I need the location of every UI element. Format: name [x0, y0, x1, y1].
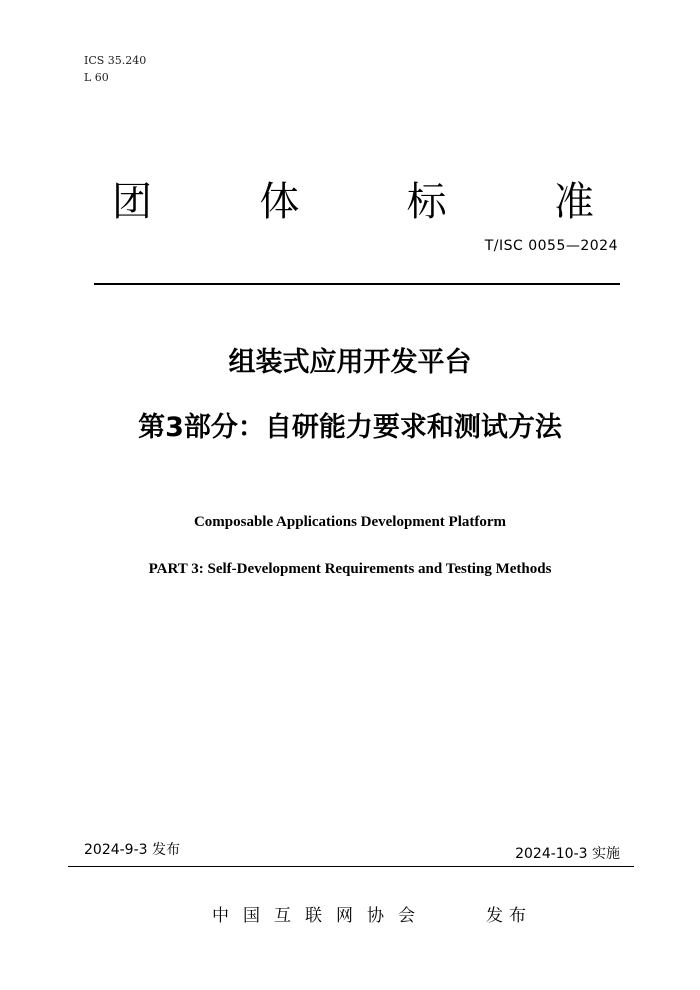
title-en-line1: Composable Applications Development Platform	[193, 514, 507, 530]
standard-type-heading	[110, 170, 596, 227]
issuer-name: 中国互联网协会	[212, 906, 429, 926]
standard-number: T/ISC 0055—2024	[484, 238, 618, 254]
publish-date: 2024-9-3 发布	[84, 842, 180, 858]
classification-codes	[84, 52, 146, 86]
ics-code: ICS 35.240	[84, 54, 147, 67]
implement-date: 2024-10-3 实施	[515, 846, 620, 862]
ccs-code: L 60	[84, 71, 109, 84]
standard-type-char: 标	[406, 179, 447, 225]
title-cn-line1: 组装式应用开发平台	[228, 347, 472, 378]
footer-divider	[68, 866, 634, 867]
standard-type-char: 准	[553, 179, 594, 225]
header-divider	[94, 283, 620, 285]
title-en-line2: PART 3: Self-Development Requirements and Testing Methods	[148, 561, 552, 577]
issue-word: 发布	[486, 906, 532, 926]
standard-type-char: 体	[259, 179, 300, 225]
standard-type-char: 团	[112, 179, 152, 225]
title-cn-line2: 第3部分：自研能力要求和测试方法	[138, 412, 562, 443]
